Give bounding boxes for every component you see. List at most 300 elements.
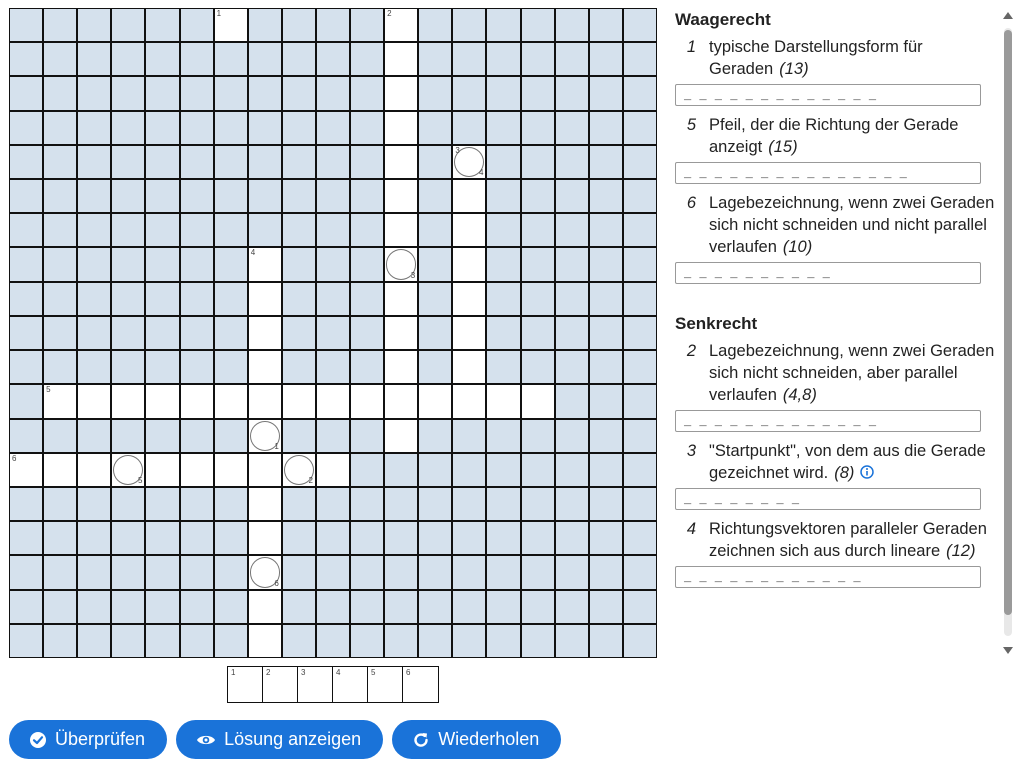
blocked-cell — [351, 146, 383, 178]
blocked-cell — [181, 9, 213, 41]
blocked-cell — [146, 522, 178, 554]
letter-cell[interactable] — [249, 385, 281, 417]
clue-number: 5 — [46, 385, 51, 395]
clue-answer-input[interactable]: _ _ _ _ _ _ _ _ _ _ _ _ — [675, 566, 981, 588]
blocked-cell — [556, 146, 588, 178]
blocked-cell — [112, 248, 144, 280]
blocked-cell — [146, 488, 178, 520]
blocked-cell — [112, 9, 144, 41]
blocked-cell — [146, 556, 178, 588]
letter-cell[interactable] — [385, 112, 417, 144]
blocked-cell — [78, 556, 110, 588]
blocked-cell — [44, 77, 76, 109]
clue-answer-input[interactable]: _ _ _ _ _ _ _ _ _ _ _ _ _ — [675, 84, 981, 106]
letter-cell[interactable] — [522, 385, 554, 417]
letter-cell[interactable] — [78, 454, 110, 486]
blocked-cell — [590, 625, 622, 657]
blocked-cell — [317, 625, 349, 657]
blocked-cell — [283, 317, 315, 349]
letter-cell[interactable] — [317, 454, 349, 486]
blocked-cell — [215, 43, 247, 75]
solution-box[interactable] — [333, 667, 368, 702]
solution-box[interactable] — [403, 667, 438, 702]
blocked-cell — [522, 77, 554, 109]
letter-cell[interactable] — [249, 556, 281, 588]
blocked-cell — [44, 420, 76, 452]
blocked-cell — [78, 625, 110, 657]
letter-cell[interactable] — [215, 9, 247, 41]
letter-cell[interactable] — [453, 146, 485, 178]
blocked-cell — [10, 522, 42, 554]
blocked-cell — [317, 112, 349, 144]
letter-cell[interactable] — [453, 385, 485, 417]
blocked-cell — [215, 625, 247, 657]
letter-cell[interactable] — [249, 420, 281, 452]
letter-cell[interactable] — [487, 385, 519, 417]
blocked-cell — [556, 248, 588, 280]
clue-number: 2 — [387, 9, 392, 18]
info-icon[interactable] — [860, 465, 874, 479]
blocked-cell — [181, 625, 213, 657]
blocked-cell — [10, 112, 42, 144]
blocked-cell — [453, 556, 485, 588]
blocked-cell — [351, 248, 383, 280]
blocked-cell — [44, 9, 76, 41]
letter-cell[interactable] — [249, 248, 281, 280]
blocked-cell — [624, 522, 656, 554]
blocked-cell — [624, 214, 656, 246]
blocked-cell — [419, 488, 451, 520]
letter-cell[interactable] — [317, 385, 349, 417]
clue-length: (15) — [768, 138, 798, 156]
letter-cell[interactable] — [385, 77, 417, 109]
down-clue-list — [672, 340, 998, 588]
blocked-cell — [112, 146, 144, 178]
blocked-cell — [181, 248, 213, 280]
letter-cell[interactable] — [44, 454, 76, 486]
clue-answer-input[interactable]: _ _ _ _ _ _ _ _ _ _ _ _ _ _ _ — [675, 162, 981, 184]
blocked-cell — [487, 351, 519, 383]
clue-answer-input[interactable]: _ _ _ _ _ _ _ _ _ _ _ _ _ — [675, 410, 981, 432]
show-solution-button-label: Lösung anzeigen — [224, 729, 362, 749]
blocked-cell — [249, 9, 281, 41]
letter-cell[interactable] — [249, 351, 281, 383]
blocked-cell — [78, 522, 110, 554]
blocked-cell — [215, 248, 247, 280]
blocked-cell — [146, 112, 178, 144]
blocked-cell — [44, 522, 76, 554]
solution-box-number: 3 — [301, 668, 306, 677]
clue-row — [672, 114, 998, 158]
blocked-cell — [317, 591, 349, 623]
blocked-cell — [283, 556, 315, 588]
blocked-cell — [181, 488, 213, 520]
letter-cell[interactable] — [249, 625, 281, 657]
blocked-cell — [44, 248, 76, 280]
blocked-cell — [453, 522, 485, 554]
blocked-cell — [351, 625, 383, 657]
letter-cell[interactable] — [181, 454, 213, 486]
blocked-cell — [215, 420, 247, 452]
blocked-cell — [590, 112, 622, 144]
blocked-cell — [249, 146, 281, 178]
letter-cell[interactable] — [249, 488, 281, 520]
blocked-cell — [385, 591, 417, 623]
letter-cell[interactable] — [283, 385, 315, 417]
check-button[interactable] — [9, 720, 167, 759]
letter-cell[interactable] — [249, 317, 281, 349]
blocked-cell — [146, 77, 178, 109]
blocked-cell — [351, 77, 383, 109]
blocked-cell — [556, 454, 588, 486]
blocked-cell — [590, 180, 622, 212]
clue-item-number: 5 — [686, 116, 697, 134]
blocked-cell — [419, 214, 451, 246]
blocked-cell — [10, 591, 42, 623]
blocked-cell — [317, 522, 349, 554]
blocked-cell — [624, 556, 656, 588]
clue-row — [672, 340, 998, 406]
blocked-cell — [181, 180, 213, 212]
letter-cell[interactable] — [453, 214, 485, 246]
clue-length: (12) — [946, 542, 976, 560]
blocked-cell — [283, 146, 315, 178]
letter-cell[interactable] — [385, 146, 417, 178]
blocked-cell — [249, 214, 281, 246]
clue-item — [672, 114, 998, 184]
eye-icon — [196, 731, 216, 749]
blocked-cell — [181, 214, 213, 246]
blocked-cell — [556, 522, 588, 554]
blocked-cell — [317, 556, 349, 588]
letter-cell[interactable] — [181, 385, 213, 417]
blocked-cell — [351, 43, 383, 75]
solution-box-number: 6 — [406, 668, 411, 677]
blocked-cell — [590, 248, 622, 280]
letter-cell[interactable] — [453, 351, 485, 383]
blocked-cell — [419, 317, 451, 349]
blocked-cell — [351, 351, 383, 383]
blocked-cell — [181, 591, 213, 623]
blocked-cell — [487, 522, 519, 554]
clue-length: (4,8) — [782, 386, 817, 404]
blocked-cell — [215, 522, 247, 554]
solution-box[interactable] — [263, 667, 298, 702]
blocked-cell — [419, 522, 451, 554]
blocked-cell — [487, 591, 519, 623]
blocked-cell — [44, 214, 76, 246]
letter-cell[interactable] — [249, 283, 281, 315]
blocked-cell — [283, 488, 315, 520]
blocked-cell — [590, 9, 622, 41]
blocked-cell — [590, 77, 622, 109]
clue-row — [672, 440, 998, 484]
blocked-cell — [590, 385, 622, 417]
blocked-cell — [487, 112, 519, 144]
letter-cell[interactable] — [453, 248, 485, 280]
blocked-cell — [624, 283, 656, 315]
blocked-cell — [624, 385, 656, 417]
clue-number: 1 — [216, 9, 222, 18]
clue-answer-input[interactable]: _ _ _ _ _ _ _ _ _ _ — [675, 262, 981, 284]
blocked-cell — [453, 77, 485, 109]
letter-cell[interactable] — [419, 385, 451, 417]
blocked-cell — [112, 522, 144, 554]
blocked-cell — [487, 420, 519, 452]
clue-item — [672, 340, 998, 432]
blocked-cell — [419, 420, 451, 452]
solution-box[interactable] — [368, 667, 403, 702]
blocked-cell — [590, 488, 622, 520]
blocked-cell — [10, 488, 42, 520]
blocked-cell — [181, 43, 213, 75]
clue-text — [709, 440, 998, 484]
blocked-cell — [522, 522, 554, 554]
redo-icon — [412, 731, 430, 749]
blocked-cell — [10, 77, 42, 109]
blocked-cell — [112, 317, 144, 349]
clue-number: 3 — [455, 145, 460, 155]
blocked-cell — [78, 146, 110, 178]
letter-cell[interactable] — [453, 180, 485, 212]
letter-cell[interactable] — [385, 283, 417, 315]
blocked-cell — [453, 9, 485, 41]
blocked-cell — [487, 454, 519, 486]
solution-box[interactable] — [298, 667, 333, 702]
blocked-cell — [351, 556, 383, 588]
blocked-cell — [487, 180, 519, 212]
blocked-cell — [590, 214, 622, 246]
blocked-cell — [522, 146, 554, 178]
blocked-cell — [522, 591, 554, 623]
clue-item-number: 6 — [686, 194, 697, 212]
blocked-cell — [112, 420, 144, 452]
blocked-cell — [556, 317, 588, 349]
clue-item — [672, 518, 998, 588]
letter-cell[interactable] — [283, 454, 315, 486]
blocked-cell — [522, 420, 554, 452]
blocked-cell — [112, 180, 144, 212]
blocked-cell — [556, 214, 588, 246]
blocked-cell — [385, 522, 417, 554]
blocked-cell — [453, 591, 485, 623]
clue-answer-input[interactable]: _ _ _ _ _ _ _ _ — [675, 488, 981, 510]
blocked-cell — [624, 591, 656, 623]
blocked-cell — [112, 77, 144, 109]
blocked-cell — [419, 625, 451, 657]
blocked-cell — [146, 591, 178, 623]
blocked-cell — [181, 146, 213, 178]
blocked-cell — [522, 317, 554, 349]
solution-box-number: 4 — [336, 668, 341, 677]
blocked-cell — [78, 112, 110, 144]
blocked-cell — [283, 522, 315, 554]
blocked-cell — [317, 146, 349, 178]
scroll-down-arrow-icon[interactable] — [1003, 647, 1013, 654]
blocked-cell — [10, 9, 42, 41]
blocked-cell — [215, 77, 247, 109]
blocked-cell — [590, 317, 622, 349]
blocked-cell — [317, 43, 349, 75]
blocked-cell — [556, 625, 588, 657]
blocked-cell — [44, 283, 76, 315]
letter-cell[interactable] — [453, 283, 485, 315]
blocked-cell — [419, 283, 451, 315]
letter-cell[interactable] — [146, 454, 178, 486]
blocked-cell — [10, 556, 42, 588]
blocked-cell — [112, 43, 144, 75]
check-button-label: Überprüfen — [55, 729, 146, 749]
blocked-cell — [453, 420, 485, 452]
letter-cell[interactable] — [351, 385, 383, 417]
clue-item-number: 4 — [686, 520, 697, 538]
clue-description: Lagebezeichnung, wenn zwei Geraden sich nicht schneiden und nicht parallel verlaufen — [709, 194, 995, 256]
clue-row — [672, 518, 998, 562]
blocked-cell — [487, 214, 519, 246]
letter-cell[interactable] — [385, 385, 417, 417]
clue-row — [672, 36, 998, 80]
check-circle-icon — [29, 731, 47, 749]
blocked-cell — [181, 351, 213, 383]
blocked-cell — [215, 180, 247, 212]
blocked-cell — [78, 180, 110, 212]
across-title: Waagerecht — [675, 10, 771, 29]
blocked-cell — [624, 146, 656, 178]
letter-cell[interactable] — [385, 317, 417, 349]
blocked-cell — [624, 77, 656, 109]
blocked-cell — [385, 454, 417, 486]
blocked-cell — [181, 420, 213, 452]
blocked-cell — [487, 146, 519, 178]
blocked-cell — [522, 180, 554, 212]
blocked-cell — [385, 625, 417, 657]
solution-letter-number: 1 — [274, 441, 279, 451]
blocked-cell — [10, 283, 42, 315]
blocked-cell — [146, 317, 178, 349]
letter-cell[interactable] — [453, 317, 485, 349]
blocked-cell — [283, 77, 315, 109]
letter-cell[interactable] — [146, 385, 178, 417]
clue-number: 4 — [250, 248, 256, 258]
blocked-cell — [44, 317, 76, 349]
letter-cell[interactable] — [112, 385, 144, 417]
blocked-cell — [487, 43, 519, 75]
blocked-cell — [215, 351, 247, 383]
blocked-cell — [181, 283, 213, 315]
blocked-cell — [44, 591, 76, 623]
blocked-cell — [10, 420, 42, 452]
blocked-cell — [351, 488, 383, 520]
letter-cell[interactable] — [78, 385, 110, 417]
blocked-cell — [590, 556, 622, 588]
clue-text — [709, 114, 998, 158]
letter-cell[interactable] — [215, 454, 247, 486]
blocked-cell — [181, 112, 213, 144]
blocked-cell — [112, 214, 144, 246]
letter-cell[interactable] — [10, 454, 42, 486]
blocked-cell — [556, 180, 588, 212]
blocked-cell — [419, 454, 451, 486]
blocked-cell — [590, 146, 622, 178]
blocked-cell — [283, 420, 315, 452]
blocked-cell — [522, 9, 554, 41]
blocked-cell — [78, 488, 110, 520]
clue-description: Lagebezeichnung, wenn zwei Geraden sich nicht schneiden, aber parallel verlaufen — [709, 342, 995, 404]
blocked-cell — [283, 248, 315, 280]
blocked-cell — [249, 43, 281, 75]
blocked-cell — [249, 77, 281, 109]
blocked-cell — [487, 283, 519, 315]
blocked-cell — [556, 556, 588, 588]
letter-cell[interactable] — [249, 522, 281, 554]
clue-length: (10) — [782, 238, 813, 256]
solution-letter-number: 4 — [479, 168, 484, 178]
blocked-cell — [556, 112, 588, 144]
solution-box[interactable] — [228, 667, 263, 702]
letter-cell[interactable] — [112, 454, 144, 486]
solution-box-number: 1 — [231, 668, 236, 677]
scroll-thumb[interactable] — [1004, 30, 1012, 615]
blocked-cell — [624, 488, 656, 520]
blocked-cell — [44, 43, 76, 75]
letter-cell[interactable] — [249, 591, 281, 623]
blocked-cell — [44, 180, 76, 212]
blocked-cell — [78, 214, 110, 246]
scroll-up-arrow-icon[interactable] — [1003, 12, 1013, 19]
blocked-cell — [78, 351, 110, 383]
blocked-cell — [317, 180, 349, 212]
blocked-cell — [146, 214, 178, 246]
blocked-cell — [522, 488, 554, 520]
blocked-cell — [522, 351, 554, 383]
letter-cell[interactable] — [44, 385, 76, 417]
blocked-cell — [487, 317, 519, 349]
blocked-cell — [215, 556, 247, 588]
show-solution-button[interactable] — [176, 720, 383, 759]
blocked-cell — [44, 556, 76, 588]
letter-cell[interactable] — [385, 180, 417, 212]
clues-scrollbar[interactable] — [1001, 8, 1015, 656]
clue-item-number: 2 — [686, 342, 697, 360]
blocked-cell — [624, 248, 656, 280]
blocked-cell — [44, 112, 76, 144]
blocked-cell — [590, 522, 622, 554]
letter-cell[interactable] — [385, 43, 417, 75]
blocked-cell — [10, 43, 42, 75]
blocked-cell — [351, 522, 383, 554]
blocked-cell — [78, 9, 110, 41]
retry-button[interactable] — [392, 720, 561, 759]
letter-cell[interactable] — [385, 420, 417, 452]
letter-cell[interactable] — [215, 385, 247, 417]
blocked-cell — [78, 591, 110, 623]
letter-cell[interactable] — [385, 214, 417, 246]
blocked-cell — [181, 556, 213, 588]
blocked-cell — [419, 77, 451, 109]
letter-cell[interactable] — [385, 248, 417, 280]
blocked-cell — [624, 43, 656, 75]
letter-cell[interactable] — [385, 351, 417, 383]
blocked-cell — [112, 488, 144, 520]
letter-cell[interactable] — [249, 454, 281, 486]
letter-cell[interactable] — [385, 9, 417, 41]
blocked-cell — [590, 591, 622, 623]
blocked-cell — [78, 248, 110, 280]
blocked-cell — [624, 625, 656, 657]
blocked-cell — [10, 385, 42, 417]
blocked-cell — [283, 180, 315, 212]
blocked-cell — [453, 112, 485, 144]
